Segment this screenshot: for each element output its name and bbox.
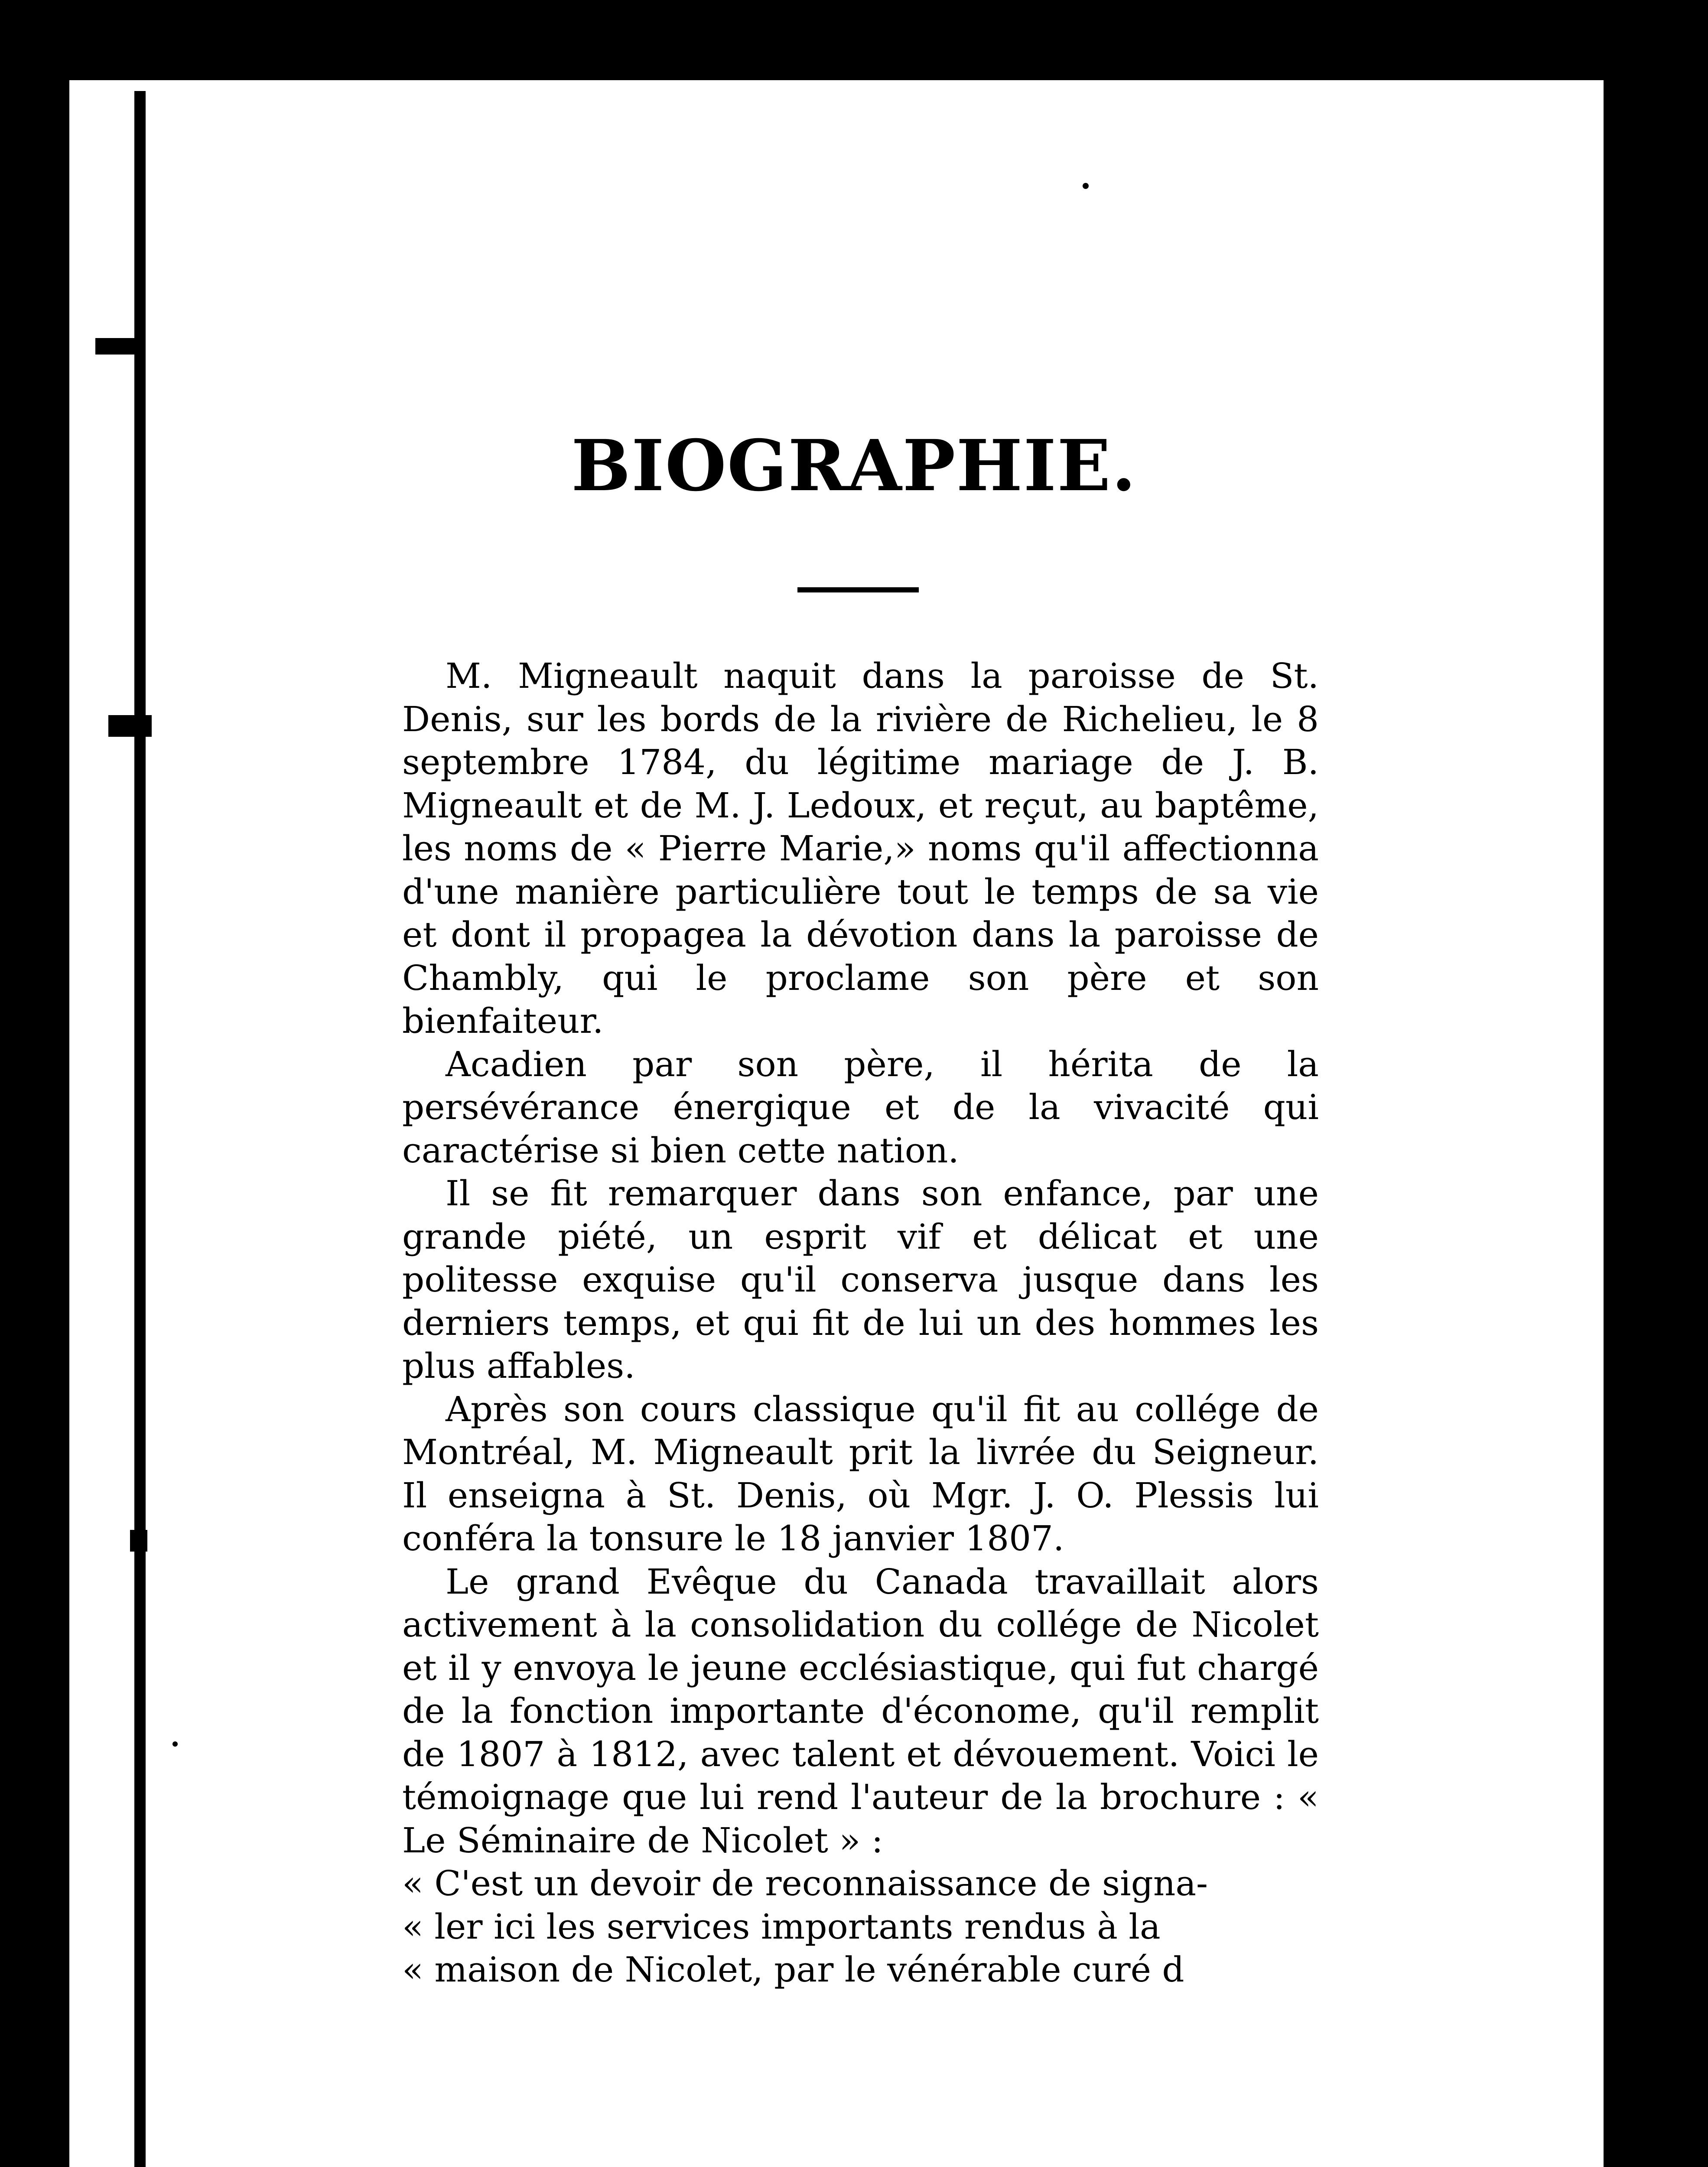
paragraph: Après son cours classique qu'il fit au collége de Montréal, M. Migneault prit la livrée du Seigneur. Il enseigna à St. Denis, où Mgr. J. O. Plessis lui conféra la tonsure le 18 janvier 1807. (402, 1389, 1319, 1559)
paragraph: Acadien par son père, il hérita de la persévérance énergique et de la vivacité qui caractérise si bien cette nation. (402, 1044, 1319, 1171)
binding-clip-mark (95, 338, 134, 355)
quote-line: « ler ici les services importants rendus à la (402, 1906, 1161, 1947)
quote-line: « C'est un devoir de reconnaissance de signa- (402, 1863, 1208, 1903)
scan-speck (172, 1741, 178, 1747)
page-title: BIOGRAPHIE. (571, 425, 1137, 507)
binding-clip-mark (130, 1530, 147, 1552)
paragraph: M. Migneault naquit dans la paroisse de St. Denis, sur les bords de la rivière de Richelieu, le 8 septembre 1784, du légitime mariage de J. B. Migneault et de M. J. Ledoux, et reçut, au baptême, les noms de « Pierre Marie,» noms qu'il affectionna d'une manière particulière tout le temps de sa vie et dont il propagea la dévotion dans la paroisse de Chambly, qui le proclame son père et son bienfaiteur. (402, 656, 1319, 1041)
paragraph: Le grand Evêque du Canada travaillait alors activement à la consolidation du collége de Nicolet et il y envoya le jeune ecclésiastique, qui fut chargé de la fonction importante d'économe, qu'il remplit de 1807 à 1812, avec talent et dévouement. Voici le témoignage que lui rend l'auteur de la brochure : « Le Séminaire de Nicolet » : (402, 1561, 1319, 1861)
quote-line: « maison de Nicolet, par le vénérable curé d (402, 1949, 1184, 1990)
title-rule (797, 587, 919, 592)
paragraph: Il se fit remarquer dans son enfance, par une grande piété, un esprit vif et délicat et une politesse exquise qu'il conserva jusque dans les derniers temps, et qui fit de lui un des hommes les plus affables. (402, 1173, 1319, 1386)
body-text (402, 654, 1319, 1991)
binding-line (134, 91, 146, 2167)
scan-speck (1083, 183, 1089, 189)
binding-clip-mark (108, 715, 152, 737)
